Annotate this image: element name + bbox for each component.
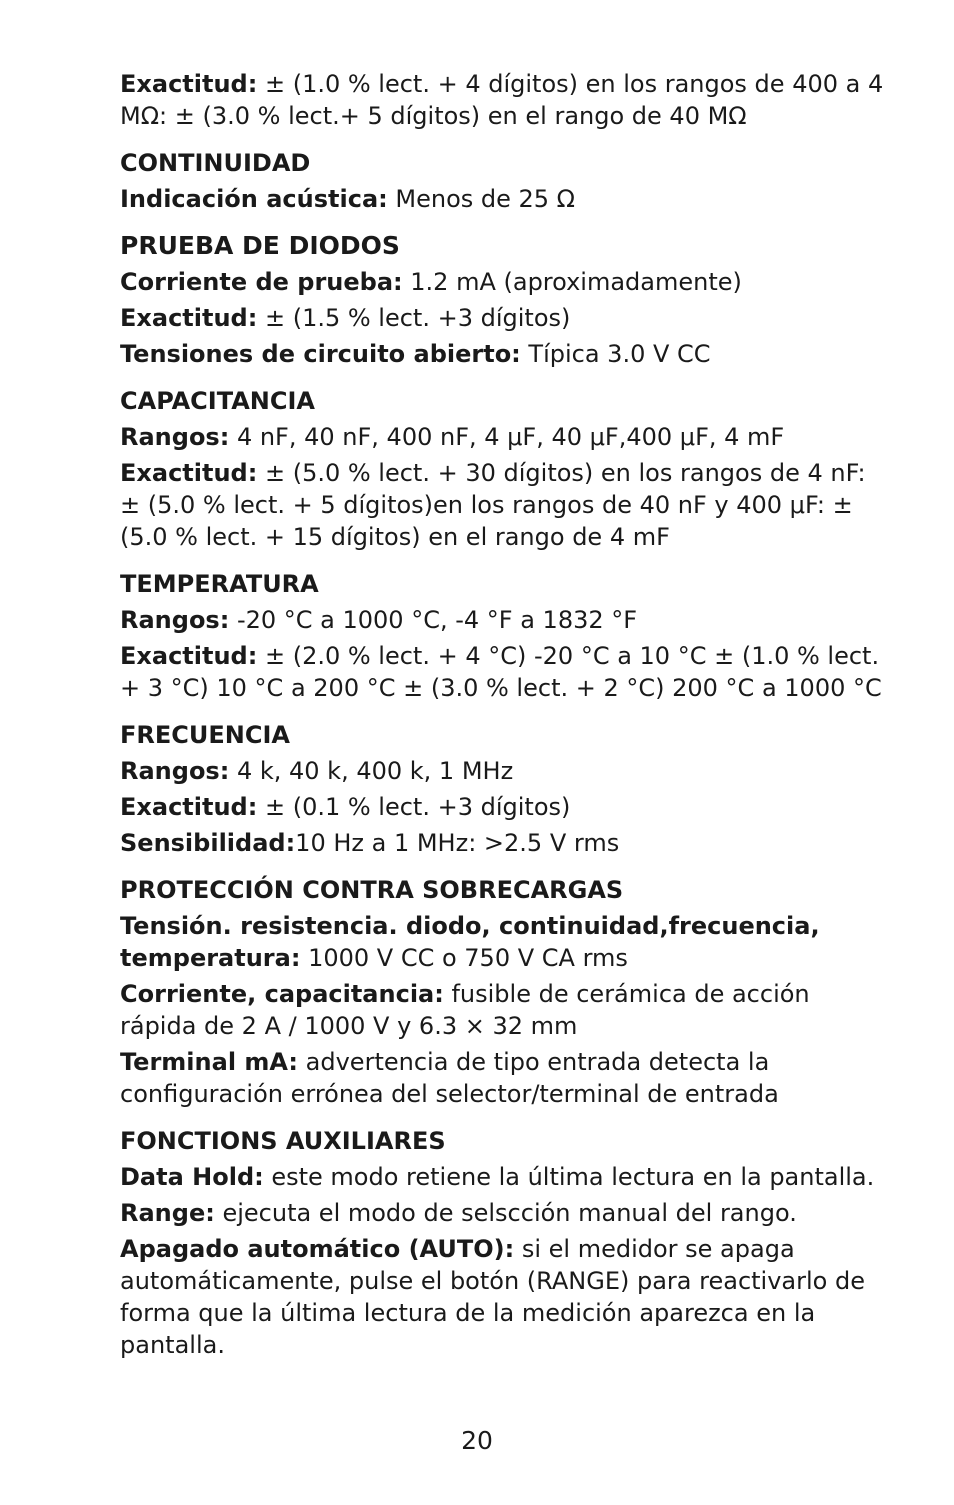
- spec-line: Tensiones de circuito abierto: Típica 3.0 V CC: [120, 340, 711, 368]
- spec-line: Range: ejecuta el modo de selscción manual del rango.: [120, 1199, 797, 1227]
- spec-line: Sensibilidad:10 Hz a 1 MHz: >2.5 V rms: [120, 829, 620, 857]
- section-heading: FONCTIONS AUXILIARES: [120, 1127, 446, 1155]
- spec-line: Terminal mA: advertencia de tipo entrada detecta la configuración errónea del selector/terminal de entrada: [120, 1048, 779, 1108]
- spec-line: Rangos: 4 k, 40 k, 400 k, 1 MHz: [120, 757, 514, 785]
- spec-line: Exactitud: ± (1.5 % lect. +3 dígitos): [120, 304, 571, 332]
- page-number: 20: [461, 1426, 493, 1455]
- spec-line: Exactitud: ± (1.0 % lect. + 4 dígitos) en los rangos de 400 a 4 MΩ: ± (3.0 % lect.+ 5 dígitos) en el rango de 40 MΩ: [120, 70, 884, 130]
- spec-line: Rangos: 4 nF, 40 nF, 400 nF, 4 μF, 40 μF,400 μF, 4 mF: [120, 423, 785, 451]
- spec-line: Corriente, capacitancia: fusible de cerámica de acción rápida de 2 A / 1000 V y 6.3 × 32 mm: [120, 980, 810, 1040]
- section-heading: TEMPERATURA: [120, 570, 319, 598]
- spec-line: Data Hold: este modo retiene la última lectura en la pantalla.: [120, 1163, 875, 1191]
- section-heading: CAPACITANCIA: [120, 387, 315, 415]
- spec-page-content: [120, 68, 890, 1361]
- spec-line: Apagado automático (AUTO): si el medidor se apaga automáticamente, pulse el botón (RANGE) para reactivarlo de forma que la última lectura de la medición aparezca en la pantalla.: [120, 1235, 865, 1359]
- section-heading: PRUEBA DE DIODOS: [120, 231, 400, 260]
- spec-line: Corriente de prueba: 1.2 mA (aproximadamente): [120, 268, 742, 296]
- spec-line: Exactitud: ± (5.0 % lect. + 30 dígitos) en los rangos de 4 nF: ± (5.0 % lect. + 5 dígitos)en los rangos de 40 nF y 400 μF: ± (5.0 % lect. + 15 dígitos) en el rango de 4 mF: [120, 459, 866, 551]
- section-heading: PROTECCIÓN CONTRA SOBRECARGAS: [120, 876, 624, 904]
- spec-line: Exactitud: ± (2.0 % lect. + 4 °C) -20 °C a 10 °C ± (1.0 % lect. + 3 °C) 10 °C a 200 °C ± (3.0 % lect. + 2 °C) 200 °C a 1000 °C: [120, 642, 882, 702]
- spec-line: Tensión. resistencia. diodo, continuidad,frecuencia, temperatura: 1000 V CC o 750 V CA rms: [120, 912, 820, 972]
- spec-line: Indicación acústica: Menos de 25 Ω: [120, 185, 576, 213]
- spec-line: Exactitud: ± (0.1 % lect. +3 dígitos): [120, 793, 571, 821]
- section-heading: FRECUENCIA: [120, 721, 290, 749]
- section-heading: CONTINUIDAD: [120, 149, 311, 177]
- spec-line: Rangos: -20 °C a 1000 °C, -4 °F a 1832 °F: [120, 606, 638, 634]
